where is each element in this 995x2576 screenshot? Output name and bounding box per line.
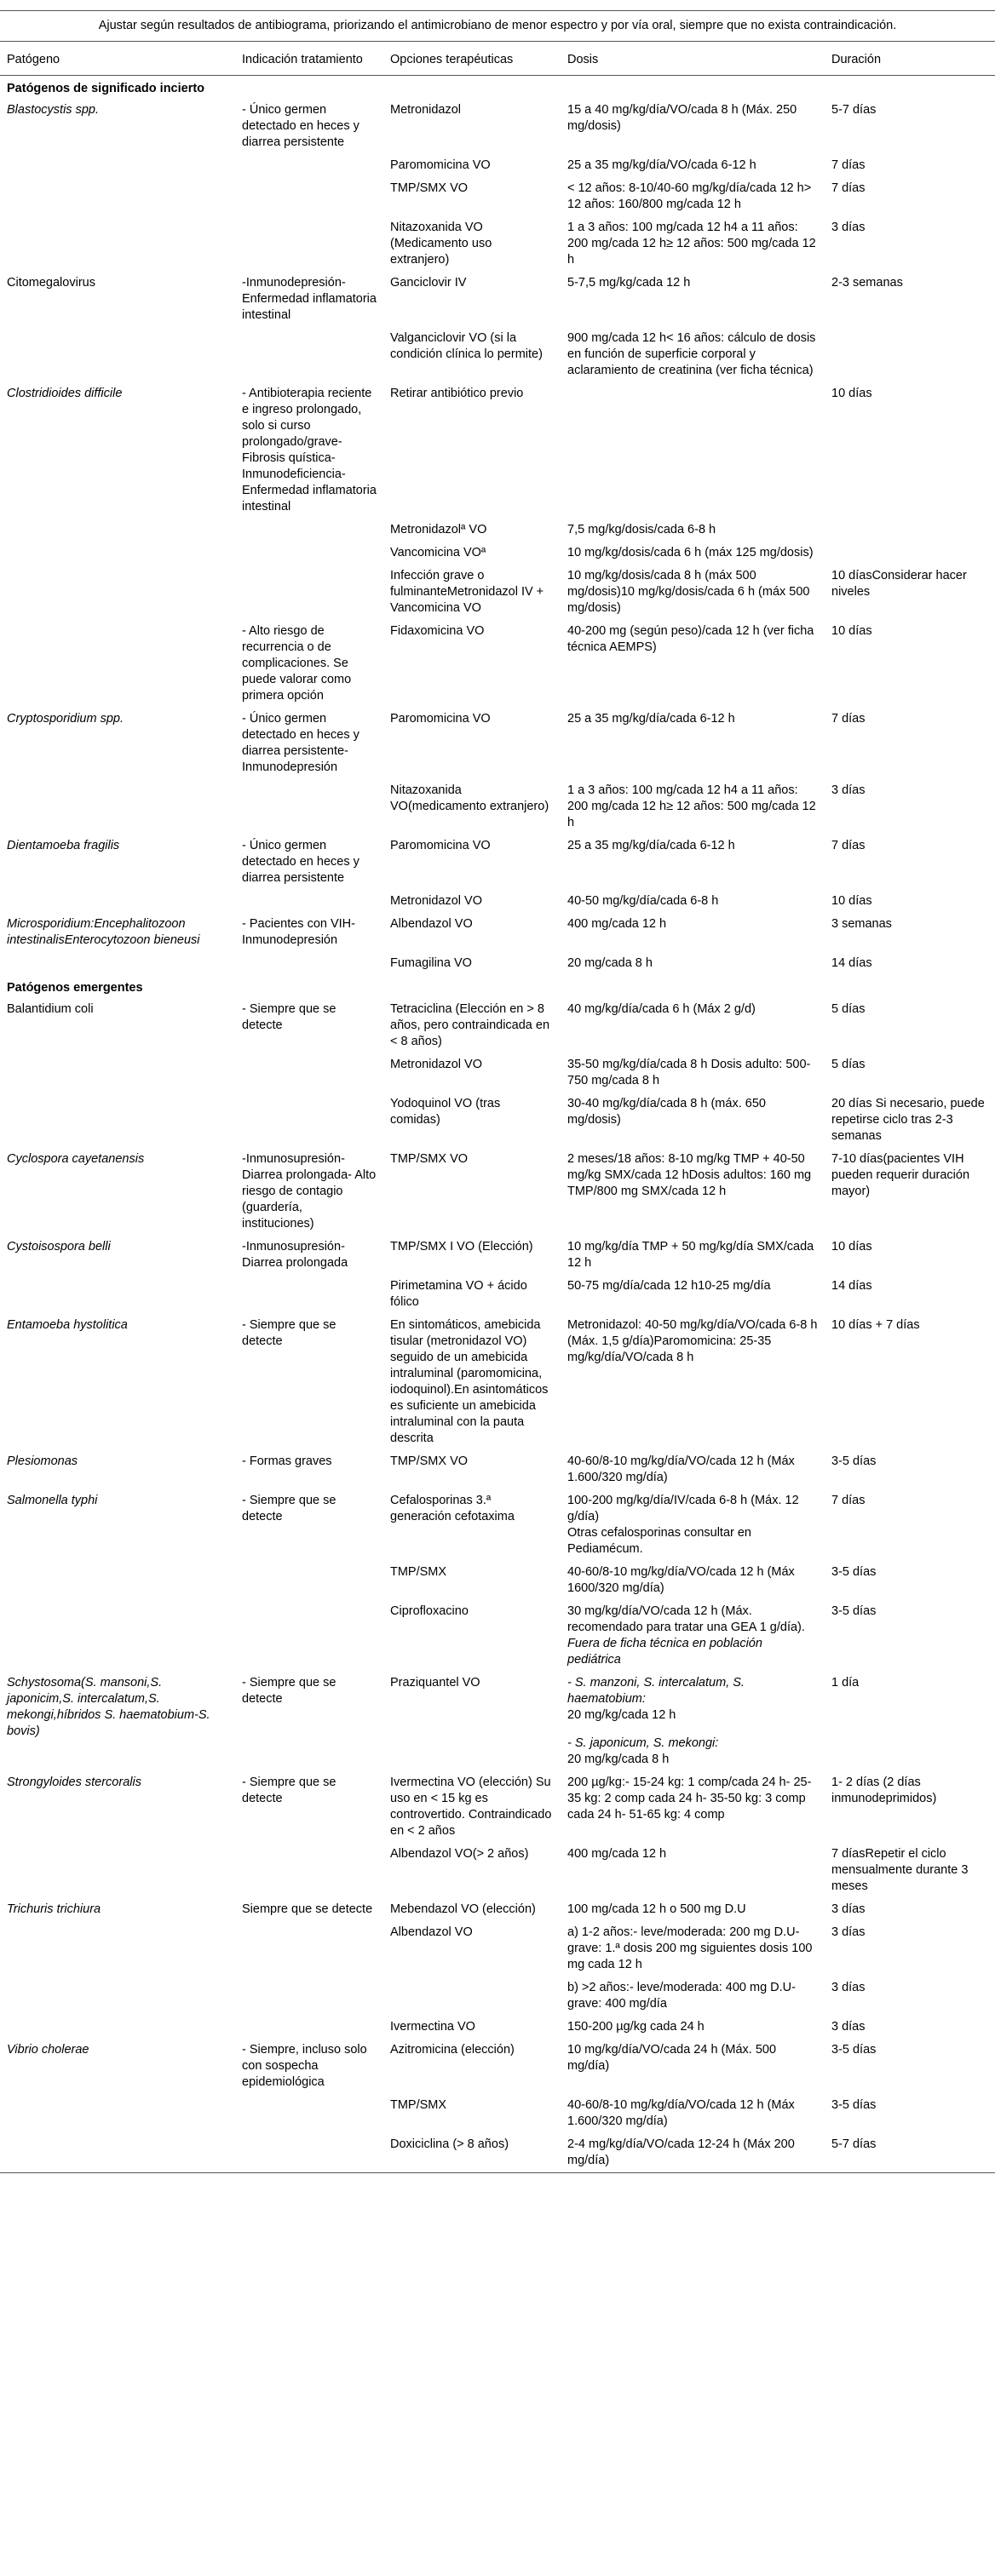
indication-cell: - Siempre que se detecte <box>242 1676 336 1706</box>
option-cell: Metronidazol <box>390 103 462 117</box>
dose-text: 900 mg/cada 12 h< 16 años: cálculo de dosis en función de superficie corporal y aclaramiento de creatinina (ver ficha técnica) <box>567 331 816 377</box>
pathogen-cell: Strongyloides stercoralis <box>7 1776 141 1789</box>
pathogen-cell <box>0 952 235 975</box>
duration-cell: 10 días <box>831 387 872 400</box>
duration-cell: 7 días <box>831 1494 866 1507</box>
indication-cell: - Siempre, incluso solo con sospecha epidemiológica <box>242 2043 367 2089</box>
indication-cell <box>235 1976 383 2016</box>
duration-cell: 20 días Si necesario, puede repetirse ciclo tras 2-3 semanas <box>831 1097 985 1143</box>
pathogen-cell: Dientamoeba fragilis <box>7 839 120 852</box>
table-row <box>0 1314 995 1450</box>
dose-text: 50-75 mg/día/cada 12 h10-25 mg/día <box>567 1279 771 1293</box>
pathogen-cell <box>0 779 235 835</box>
option-cell: Albendazol VO(> 2 años) <box>390 1847 529 1861</box>
option-cell: Praziquantel VO <box>390 1676 480 1690</box>
pathogen-cell <box>0 890 235 913</box>
pathogen-cell <box>0 2133 235 2173</box>
dose-cell <box>561 327 825 382</box>
table-row <box>0 620 995 708</box>
option-cell: Ivermectina VO (elección) Su uso en < 15 kg es controvertido. Contraindicado en < 2 años <box>390 1776 552 1838</box>
pathogen-cell: Vibrio cholerae <box>7 2043 89 2057</box>
option-cell: Paromomicina VO <box>390 839 491 852</box>
indication-cell: - Siempre que se detecte <box>242 1494 336 1523</box>
dose-cell <box>561 890 825 913</box>
duration-cell: 5 días <box>831 1002 866 1016</box>
pathogen-cell <box>0 1600 235 1672</box>
option-cell: Albendazol VO <box>390 1925 473 1939</box>
indication-cell: - Antibioterapia reciente e ingreso prolongado, solo si curso prolongado/grave-Fibrosis quística-Inmunodeficiencia-Enfermedad inflamatoria intestinal <box>242 387 377 513</box>
dose-text: 40-60/8-10 mg/kg/día/VO/cada 12 h (Máx 1.600/320 mg/día) <box>567 2098 795 2128</box>
indication-cell: - Formas graves <box>242 1454 332 1468</box>
pathogen-cell: Entamoeba hystolitica <box>7 1318 128 1332</box>
option-cell: Mebendazol VO (elección) <box>390 1902 536 1916</box>
dose-cell <box>561 998 825 1053</box>
table-row <box>0 1771 995 1843</box>
option-cell: Fumagilina VO <box>390 956 472 970</box>
pathogen-cell <box>0 154 235 177</box>
pathogen-cell <box>0 177 235 216</box>
option-cell: Vancomicina VOª <box>390 546 486 559</box>
dose-cell <box>561 1053 825 1093</box>
table-row <box>0 1976 995 2016</box>
dose-text: 30-40 mg/kg/día/cada 8 h (máx. 650 mg/dosis) <box>567 1097 766 1127</box>
dose-text: 40-60/8-10 mg/kg/día/VO/cada 12 h (Máx 1600/320 mg/día) <box>567 1565 795 1595</box>
dose-cell <box>561 1921 825 1976</box>
pathogen-cell <box>0 2016 235 2039</box>
option-cell: Retirar antibiótico previo <box>390 387 524 400</box>
table-row <box>0 1148 995 1236</box>
indication-cell <box>235 2016 383 2039</box>
indication-cell <box>235 1843 383 1898</box>
pathogen-cell: Schystosoma(S. mansoni,S. japonicim,S. intercalatum,S. mekongi,híbridos S. haematobium-S. bovis) <box>7 1676 210 1738</box>
duration-cell: 1 día <box>831 1676 860 1690</box>
dose-text: 25 a 35 mg/kg/día/cada 6-12 h <box>567 712 735 726</box>
option-cell: Tetraciclina (Elección en > 8 años, pero contraindicada en < 8 años) <box>390 1002 550 1048</box>
pathogen-cell: Cryptosporidium spp. <box>7 712 124 726</box>
dose-text: 15 a 40 mg/kg/día/VO/cada 8 h (Máx. 250 mg/dosis) <box>567 103 797 133</box>
pathogen-cell <box>0 1275 235 1314</box>
table-row <box>0 1561 995 1600</box>
dose-cell <box>561 1672 825 1771</box>
dose-text: 40-50 mg/kg/día/cada 6-8 h <box>567 894 719 908</box>
indication-cell <box>235 1093 383 1148</box>
dose-cell <box>561 272 825 327</box>
table-row <box>0 913 995 952</box>
table-row <box>0 565 995 620</box>
indication-cell <box>235 779 383 835</box>
dose-cell <box>561 2094 825 2133</box>
option-cell: Cefalosporinas 3.ª generación cefotaxima <box>390 1494 515 1523</box>
dose-text: 400 mg/cada 12 h <box>567 1847 667 1861</box>
pathogen-cell <box>0 1053 235 1093</box>
indication-cell: -Inmunosupresión-Diarrea prolongada <box>242 1240 348 1270</box>
indication-cell <box>235 327 383 382</box>
section-title: Patógenos de significado incierto <box>7 82 205 95</box>
indication-cell <box>235 519 383 542</box>
dose-text: 10 mg/kg/día TMP + 50 mg/kg/día SMX/cada 12 h <box>567 1240 814 1270</box>
pathogen-cell <box>0 327 235 382</box>
option-cell <box>383 1976 561 2016</box>
dose-text: 2 meses/18 años: 8-10 mg/kg TMP + 40-50 mg/kg SMX/cada 12 hDosis adultos: 160 mg TMP/800 mg SMX/cada 12 h <box>567 1152 812 1198</box>
pathogen-cell: Salmonella typhi <box>7 1494 98 1507</box>
duration-cell <box>825 327 995 382</box>
indication-cell <box>235 1275 383 1314</box>
dose-cell <box>561 1600 825 1672</box>
indication-cell: - Único germen detectado en heces y diarrea persistente-Inmunodepresión <box>242 712 359 774</box>
duration-cell: 14 días <box>831 956 872 970</box>
dose-text: 150-200 µg/kg cada 24 h <box>567 2020 705 2034</box>
option-cell: Paromomicina VO <box>390 712 491 726</box>
table-row <box>0 542 995 565</box>
dose-text: b) >2 años:- leve/moderada: 400 mg D.U- grave: 400 mg/día <box>567 1981 796 2011</box>
indication-cell: - Siempre que se detecte <box>242 1002 336 1032</box>
dose-cell <box>561 952 825 975</box>
pathogen-cell <box>0 1561 235 1600</box>
pathogen-cell <box>0 1843 235 1898</box>
dose-cell <box>561 835 825 890</box>
table-row <box>0 519 995 542</box>
duration-cell: 10 días <box>831 894 872 908</box>
table-row <box>0 2039 995 2094</box>
duration-cell: 5 días <box>831 1058 866 1071</box>
duration-cell: 5-7 días <box>825 2133 995 2173</box>
dose-cell <box>561 620 825 708</box>
table-row <box>0 1093 995 1148</box>
duration-cell: 3 días <box>831 1902 866 1916</box>
duration-cell: 14 días <box>831 1279 872 1293</box>
indication-cell: - Alto riesgo de recurrencia o de complicaciones. Se puede valorar como primera opción <box>242 624 352 703</box>
dose-cell <box>561 1275 825 1314</box>
option-cell: Paromomicina VO <box>390 158 491 172</box>
duration-cell: 3 días <box>831 1981 866 1994</box>
indication-cell <box>235 1921 383 1976</box>
option-cell: TMP/SMX VO <box>390 181 469 195</box>
dose-text: 25 a 35 mg/kg/día/VO/cada 6-12 h <box>567 158 756 172</box>
header-duration: Duración <box>825 42 995 76</box>
duration-cell: 10 días <box>831 1240 872 1254</box>
indication-cell: - Pacientes con VIH-Inmunodepresión <box>242 917 355 947</box>
option-cell: TMP/SMX <box>390 1565 447 1579</box>
table-row <box>0 1898 995 1921</box>
header-pathogen: Patógeno <box>0 42 235 76</box>
option-cell: Metronidazolª VO <box>390 523 487 536</box>
duration-cell: 3 días <box>831 1925 866 1939</box>
header-dose: Dosis <box>561 42 825 76</box>
duration-cell: 7 días <box>831 839 866 852</box>
section-row <box>0 975 995 998</box>
dose-cell <box>561 99 825 154</box>
indication-cell <box>235 154 383 177</box>
indication-cell <box>235 565 383 620</box>
table-row <box>0 1921 995 1976</box>
table-row <box>0 1450 995 1489</box>
option-cell: En sintomáticos, amebicida tisular (metronidazol VO) seguido de un amebicida intraluminal (paromomicina, iodoquinol).En asintomáticos es suficiente un amebicida intraluminal con la pauta descrita <box>390 1318 549 1445</box>
indication-cell: - Siempre que se detecte <box>242 1318 336 1348</box>
option-cell: Metronidazol VO <box>390 894 482 908</box>
table-caption: Ajustar según resultados de antibiograma, priorizando el antimicrobiano de menor espectro y por vía oral, siempre que no exista contraindicación. <box>0 11 995 42</box>
section-title: Patógenos emergentes <box>7 981 143 995</box>
table-row <box>0 1053 995 1093</box>
option-cell: Yodoquinol VO (tras comidas) <box>390 1097 501 1127</box>
option-cell: Pirimetamina VO + ácido fólico <box>390 1279 527 1309</box>
dose-cell <box>561 565 825 620</box>
indication-cell <box>235 2133 383 2173</box>
dose-text: 40 mg/kg/día/cada 6 h (Máx 2 g/d) <box>567 1002 756 1016</box>
dose-cell <box>561 542 825 565</box>
table-row <box>0 272 995 327</box>
pathogen-cell <box>0 1976 235 2016</box>
table-row <box>0 2094 995 2133</box>
dose-cell <box>561 1236 825 1275</box>
dose-text: Otras cefalosporinas consultar en Pediamécum. <box>567 1526 751 1556</box>
table-row <box>0 99 995 154</box>
duration-cell: 1- 2 días (2 días inmunodeprimidos) <box>831 1776 937 1805</box>
dose-text: 5-7,5 mg/kg/cada 12 h <box>567 276 691 290</box>
dose-cell <box>561 708 825 779</box>
dose-text: 200 µg/kg:- 15-24 kg: 1 comp/cada 24 h- 25-35 kg: 2 comp cada 24 h- 35-50 kg: 3 comp cada 24 h- 51-65 kg: 4 comp <box>567 1776 812 1822</box>
table-row <box>0 216 995 272</box>
dose-text: 10 mg/kg/día/VO/cada 24 h (Máx. 500 mg/día) <box>567 2043 777 2073</box>
dose-text: - S. manzoni, S. intercalatum, S. haematobium: <box>567 1676 745 1706</box>
table-row <box>0 1843 995 1898</box>
dose-text: 100-200 mg/kg/día/IV/cada 6-8 h (Máx. 12 g/día) <box>567 1494 799 1523</box>
header-indication: Indicación tratamiento <box>235 42 383 76</box>
dose-cell <box>561 177 825 216</box>
indication-cell <box>235 2094 383 2133</box>
duration-cell: 10 díasConsiderar hacer niveles <box>831 569 967 599</box>
pathogen-cell <box>0 620 235 708</box>
dose-text: 40-60/8-10 mg/kg/día/VO/cada 12 h (Máx 1.600/320 mg/día) <box>567 1454 795 1484</box>
dose-cell <box>561 382 825 519</box>
dose-cell <box>561 1148 825 1236</box>
header-options: Opciones terapéuticas <box>383 42 561 76</box>
pathogen-cell: Citomegalovirus <box>7 276 95 290</box>
indication-cell <box>235 1053 383 1093</box>
dose-cell <box>561 913 825 952</box>
table-row <box>0 1600 995 1672</box>
table-body <box>0 76 995 2173</box>
duration-cell: 7 días <box>831 712 866 726</box>
table-row <box>0 154 995 177</box>
dose-text: 2-4 mg/kg/día/VO/cada 12-24 h (Máx 200 mg/día) <box>567 2137 795 2167</box>
pathogen-cell <box>0 2094 235 2133</box>
indication-cell <box>235 216 383 272</box>
dose-cell <box>561 1561 825 1600</box>
pathogen-cell: Microsporidium:Encephalitozoon intestinalisEnterocytozoon bieneusi <box>7 917 200 947</box>
table-row <box>0 2016 995 2039</box>
duration-cell: 3-5 días <box>831 1565 877 1579</box>
dose-cell <box>561 1450 825 1489</box>
table-row <box>0 1275 995 1314</box>
dose-text: 1 a 3 años: 100 mg/cada 12 h4 a 11 años: 200 mg/cada 12 h≥ 12 años: 500 mg/cada 12 h <box>567 783 816 829</box>
table-row <box>0 2133 995 2173</box>
dose-text: a) 1-2 años:- leve/moderada: 200 mg D.U- grave: 1.ª dosis 200 mg siguientes dosis 100 mg cada 12 h <box>567 1925 813 1971</box>
duration-cell: 3 semanas <box>831 917 892 931</box>
table-row <box>0 998 995 1053</box>
duration-cell: 3 días <box>831 221 866 234</box>
option-cell: Fidaxomicina VO <box>390 624 485 638</box>
indication-cell <box>235 177 383 216</box>
pathogen-cell: Balantidium coli <box>7 1002 94 1016</box>
option-cell: Metronidazol VO <box>390 1058 482 1071</box>
table-row <box>0 327 995 382</box>
pathogen-cell: Plesiomonas <box>7 1454 78 1468</box>
dose-cell <box>561 154 825 177</box>
option-cell: TMP/SMX I VO (Elección) <box>390 1240 533 1254</box>
dose-text: 7,5 mg/kg/dosis/cada 6-8 h <box>567 523 716 536</box>
pathogen-cell <box>0 519 235 542</box>
indication-cell: - Siempre que se detecte <box>242 1776 336 1805</box>
dose-text: 20 mg/cada 8 h <box>567 956 653 970</box>
duration-cell <box>825 542 995 565</box>
option-cell: Azitromicina (elección) <box>390 2043 515 2057</box>
duration-cell: 3-5 días <box>831 2098 877 2112</box>
dose-text: 20 mg/kg/cada 12 h <box>567 1708 676 1722</box>
dose-text: 10 mg/kg/dosis/cada 6 h (máx 125 mg/dosis) <box>567 546 814 559</box>
dose-text: Fuera de ficha técnica en población pediátrica <box>567 1637 762 1667</box>
duration-cell: 3 días <box>831 783 866 797</box>
dose-text: 10 mg/kg/dosis/cada 8 h (máx 500 mg/dosis)10 mg/kg/dosis/cada 6 h (máx 500 mg/dosis) <box>567 569 810 615</box>
indication-cell <box>235 952 383 975</box>
table-row <box>0 382 995 519</box>
dose-cell <box>561 1093 825 1148</box>
indication-cell: -Inmunosupresión-Diarrea prolongada- Alto riesgo de contagio (guardería, instituciones) <box>242 1152 377 1231</box>
option-cell: Doxiciclina (> 8 años) <box>383 2133 561 2173</box>
dose-cell <box>561 519 825 542</box>
indication-cell: -Inmunodepresión-Enfermedad inflamatoria intestinal <box>242 276 377 322</box>
option-cell: Albendazol VO <box>390 917 473 931</box>
table-row <box>0 1489 995 1561</box>
pathogen-cell <box>0 1093 235 1148</box>
table-row <box>0 1672 995 1771</box>
duration-cell: 2-3 semanas <box>831 276 903 290</box>
dose-cell <box>561 2039 825 2094</box>
dose-text: < 12 años: 8-10/40-60 mg/kg/día/cada 12 h> 12 años: 160/800 mg/cada 12 h <box>567 181 812 211</box>
option-cell: Ganciclovir IV <box>390 276 467 290</box>
pathogen-cell: Cystoisospora belli <box>7 1240 111 1254</box>
option-cell: Valganciclovir VO (si la condición clínica lo permite) <box>390 331 543 361</box>
duration-cell: 7 días <box>831 158 866 172</box>
indication-cell: Siempre que se detecte <box>242 1902 373 1916</box>
duration-cell: 5-7 días <box>831 103 877 117</box>
dose-text: 25 a 35 mg/kg/día/cada 6-12 h <box>567 839 735 852</box>
option-cell: TMP/SMX VO <box>390 1454 469 1468</box>
option-cell: Nitazoxanida VO (Medicamento uso extranjero) <box>390 221 492 267</box>
dose-cell <box>561 779 825 835</box>
dose-cell <box>561 1843 825 1898</box>
dose-text: 30 mg/kg/día/VO/cada 12 h (Máx. recomendado para tratar una GEA 1 g/día). <box>567 1604 805 1634</box>
duration-cell: 7 díasRepetir el ciclo mensualmente durante 3 meses <box>831 1847 969 1893</box>
dose-text: 20 mg/kg/cada 8 h <box>567 1753 670 1766</box>
pathogen-cell <box>0 565 235 620</box>
indication-cell: - Único germen detectado en heces y diarrea persistente <box>242 839 359 885</box>
table-row <box>0 890 995 913</box>
dose-text: 35-50 mg/kg/día/cada 8 h Dosis adulto: 500-750 mg/cada 8 h <box>567 1058 811 1087</box>
table-row <box>0 708 995 779</box>
duration-cell: 3-5 días <box>831 1604 877 1618</box>
pathogen-cell: Blastocystis spp. <box>7 103 99 117</box>
option-cell: Ciprofloxacino <box>390 1604 469 1618</box>
pathogen-cell <box>0 542 235 565</box>
indication-cell <box>235 542 383 565</box>
dose-cell <box>561 1314 825 1450</box>
pathogen-cell <box>0 1921 235 1976</box>
table-row <box>0 835 995 890</box>
duration-cell <box>825 519 995 542</box>
duration-cell: 3-5 días <box>831 2043 877 2057</box>
dose-cell <box>561 1898 825 1921</box>
duration-cell: 3 días <box>831 2020 866 2034</box>
header-row <box>0 42 995 76</box>
dose-text: Metronidazol: 40-50 mg/kg/día/VO/cada 6-8 h (Máx. 1,5 g/día)Paromomicina: 25-35 mg/kg/día/VO/cada 8 h <box>567 1318 818 1364</box>
table-row <box>0 177 995 216</box>
pathogen-cell: Trichuris trichiura <box>7 1902 101 1916</box>
dose-text: 40-200 mg (según peso)/cada 12 h (ver ficha técnica AEMPS) <box>567 624 814 654</box>
option-cell: Infección grave o fulminanteMetronidazol IV + Vancomicina VO <box>390 569 544 615</box>
indication-cell <box>235 1561 383 1600</box>
treatment-table <box>0 10 995 2173</box>
table-row <box>0 779 995 835</box>
dose-text: 400 mg/cada 12 h <box>567 917 667 931</box>
dose-cell <box>561 216 825 272</box>
pathogen-cell <box>0 216 235 272</box>
duration-cell: 10 días <box>831 624 872 638</box>
dose-cell <box>561 2016 825 2039</box>
table-row <box>0 1236 995 1275</box>
indication-cell: - Único germen detectado en heces y diarrea persistente <box>242 103 359 149</box>
duration-cell: 3-5 días <box>831 1454 877 1468</box>
dose-text: 1 a 3 años: 100 mg/cada 12 h4 a 11 años: 200 mg/cada 12 h≥ 12 años: 500 mg/cada 12 h <box>567 221 816 267</box>
dose-text: 100 mg/cada 12 h o 500 mg D.U <box>567 1902 746 1916</box>
pathogen-cell: Cyclospora cayetanensis <box>7 1152 145 1166</box>
option-cell: TMP/SMX <box>390 2098 447 2112</box>
indication-cell <box>235 1600 383 1672</box>
duration-cell: 10 días + 7 días <box>831 1318 920 1332</box>
indication-cell <box>235 890 383 913</box>
section-row <box>0 76 995 100</box>
dose-cell <box>561 1976 825 2016</box>
duration-cell: 7 días <box>831 181 866 195</box>
option-cell: Ivermectina VO <box>390 2020 475 2034</box>
pathogen-cell: Clostridioides difficile <box>7 387 123 400</box>
dose-cell <box>561 1771 825 1843</box>
duration-cell: 7-10 días(pacientes VIH pueden requerir duración mayor) <box>831 1152 970 1198</box>
dose-cell <box>561 2133 825 2173</box>
option-cell: Nitazoxanida VO(medicamento extranjero) <box>390 783 549 813</box>
table-row <box>0 952 995 975</box>
option-cell: TMP/SMX VO <box>390 1152 469 1166</box>
dose-cell <box>561 1489 825 1561</box>
dose-text: - S. japonicum, S. mekongi: <box>567 1736 719 1750</box>
